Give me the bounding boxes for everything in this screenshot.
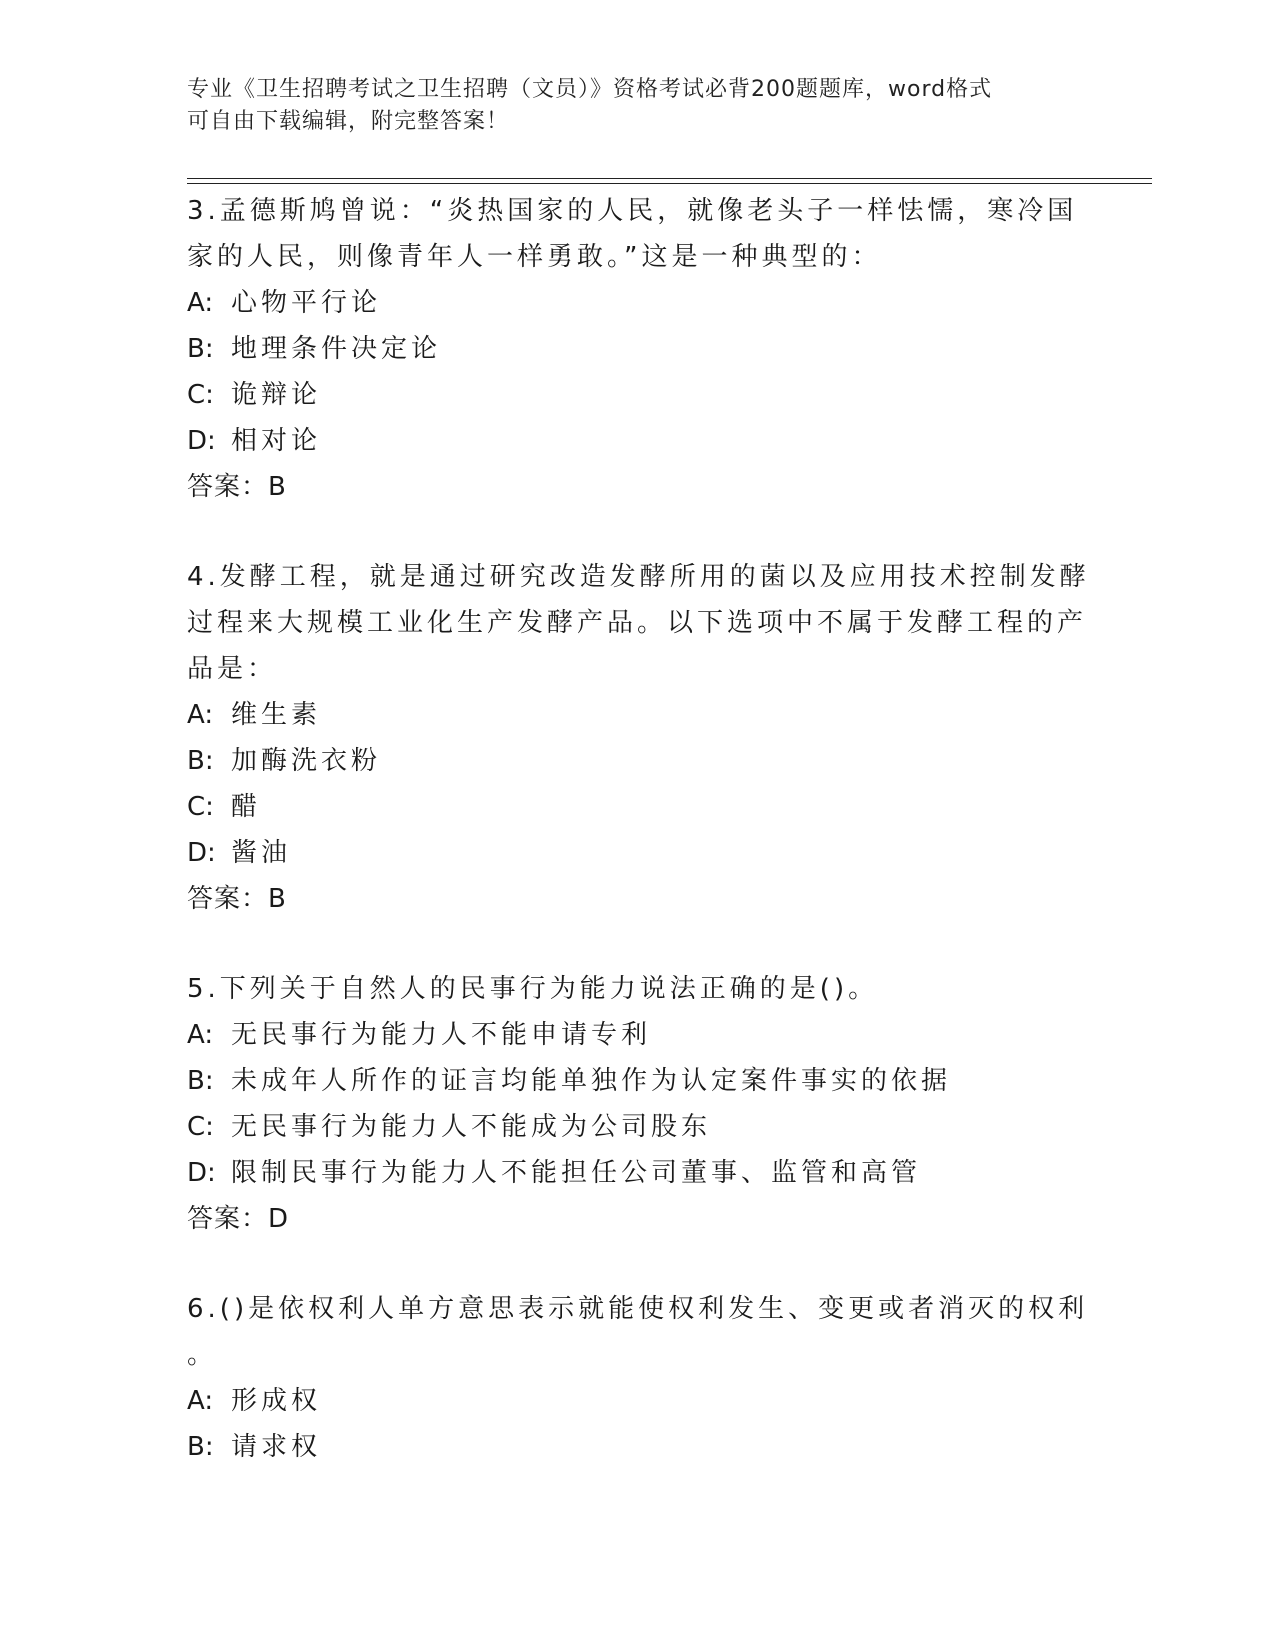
question-stem-line: 3.孟德斯鸠曾说：“炎热国家的人民，就像老头子一样怯懦，寒冷国 bbox=[187, 196, 1078, 226]
option-text: 未成年人所作的证言均能单独作为认定案件事实的依据 bbox=[231, 1066, 952, 1096]
option-a bbox=[187, 692, 1067, 738]
option-key: B: bbox=[187, 746, 214, 776]
option-d bbox=[187, 830, 1067, 876]
question-gap bbox=[187, 922, 1067, 966]
option-key: C: bbox=[187, 792, 214, 822]
option-key: A: bbox=[187, 700, 214, 730]
question-stem-line: 。 bbox=[187, 1340, 218, 1370]
option-key: B: bbox=[187, 1432, 214, 1462]
question-gap bbox=[187, 510, 1067, 554]
option-c bbox=[187, 784, 1067, 830]
header-line-2: 可自由下载编辑，附完整答案！ bbox=[187, 109, 510, 134]
header-divider-top bbox=[187, 178, 1152, 179]
option-c bbox=[187, 1104, 1067, 1150]
option-key: C: bbox=[187, 1112, 214, 1142]
question-3 bbox=[187, 188, 1078, 510]
option-d bbox=[187, 418, 1067, 464]
option-c bbox=[187, 372, 1067, 418]
question-list bbox=[187, 188, 1090, 1470]
question-stem-line: 6.()是依权利人单方意思表示就能使权利发生、变更或者消灭的权利 bbox=[187, 1294, 1089, 1324]
answer-line: 答案：B bbox=[187, 472, 287, 502]
option-d bbox=[187, 1150, 1067, 1196]
answer-line: 答案：D bbox=[187, 1204, 290, 1234]
answer-line: 答案：B bbox=[187, 884, 287, 914]
option-text: 地理条件决定论 bbox=[231, 334, 442, 364]
option-key: C: bbox=[187, 380, 214, 410]
question-stem-line: 4.发酵工程，就是通过研究改造发酵所用的菌以及应用技术控制发酵 bbox=[187, 562, 1090, 592]
option-text: 诡辩论 bbox=[231, 380, 322, 410]
option-a bbox=[187, 1012, 1067, 1058]
option-b bbox=[187, 326, 1067, 372]
option-key: B: bbox=[187, 334, 214, 364]
header-line-1: 专业《卫生招聘考试之卫生招聘（文员）》资格考试必背200题题库，word格式 bbox=[187, 77, 993, 102]
question-stem-line: 5.下列关于自然人的民事行为能力说法正确的是()。 bbox=[187, 974, 879, 1004]
option-key: D: bbox=[187, 838, 216, 868]
option-b bbox=[187, 1058, 1067, 1104]
option-key: A: bbox=[187, 288, 214, 318]
option-text: 相对论 bbox=[231, 426, 322, 456]
option-text: 酱油 bbox=[231, 838, 292, 868]
option-text: 维生素 bbox=[231, 700, 322, 730]
option-text: 形成权 bbox=[231, 1386, 322, 1416]
option-text: 限制民事行为能力人不能担任公司董事、监管和高管 bbox=[231, 1158, 922, 1188]
option-text: 请求权 bbox=[231, 1432, 322, 1462]
option-key: A: bbox=[187, 1020, 214, 1050]
option-key: D: bbox=[187, 1158, 216, 1188]
option-key: A: bbox=[187, 1386, 214, 1416]
option-text: 醋 bbox=[231, 792, 262, 822]
option-text: 心物平行论 bbox=[231, 288, 382, 318]
question-stem-line: 品是： bbox=[187, 654, 278, 684]
option-b bbox=[187, 1424, 1067, 1470]
option-text: 无民事行为能力人不能申请专利 bbox=[231, 1020, 652, 1050]
question-gap bbox=[187, 1242, 1067, 1286]
option-a bbox=[187, 280, 1067, 326]
question-6 bbox=[187, 1286, 1089, 1470]
question-4 bbox=[187, 554, 1090, 922]
option-key: B: bbox=[187, 1066, 214, 1096]
document-header bbox=[187, 74, 1067, 138]
header-divider-bottom bbox=[187, 183, 1152, 184]
option-a bbox=[187, 1378, 1067, 1424]
question-5 bbox=[187, 966, 1067, 1242]
option-text: 加酶洗衣粉 bbox=[231, 746, 382, 776]
option-b bbox=[187, 738, 1067, 784]
question-stem-line: 家的人民，则像青年人一样勇敢。”这是一种典型的： bbox=[187, 242, 882, 272]
option-key: D: bbox=[187, 426, 216, 456]
question-stem-line: 过程来大规模工业化生产发酵产品。以下选项中不属于发酵工程的产 bbox=[187, 608, 1088, 638]
option-text: 无民事行为能力人不能成为公司股东 bbox=[231, 1112, 712, 1142]
